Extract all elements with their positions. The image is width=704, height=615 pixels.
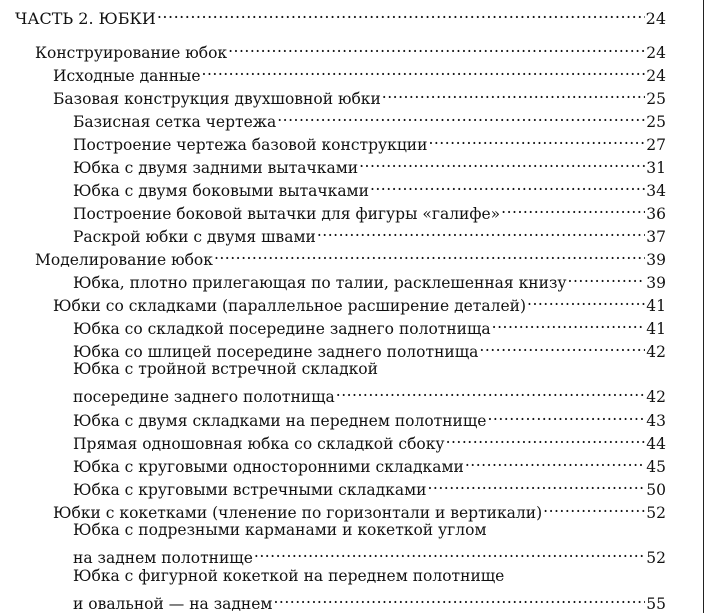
toc-entry-page: 39 [646, 251, 666, 269]
toc-entry-page: 41 [646, 297, 666, 315]
dot-leader [501, 197, 645, 219]
dot-leader [317, 220, 645, 242]
toc-entry-label: посередине заднего полотнища [73, 388, 335, 406]
toc-entry-label: Базовая конструкция двухшовной юбки [53, 90, 381, 108]
toc-entry-page: 25 [646, 90, 666, 108]
toc-entry-page: 52 [646, 549, 666, 567]
toc-entry-label: Юбка с двумя складками на переднем полотнище [73, 412, 487, 430]
toc-entry-page: 27 [646, 136, 666, 154]
dot-leader [465, 450, 645, 472]
toc-entry [0, 174, 666, 200]
dot-leader [543, 496, 645, 518]
dot-leader [254, 541, 645, 563]
toc-entry [0, 473, 666, 499]
toc-entry-page: 41 [646, 320, 666, 338]
toc-entry-page: 52 [646, 504, 666, 522]
dot-leader [446, 427, 646, 449]
dot-leader [157, 2, 645, 24]
toc-entry-page: 50 [646, 481, 666, 499]
toc-entry-label: Юбка, плотно прилегающая по талии, расклешенная книзу [73, 274, 567, 292]
toc-entry-page: 43 [646, 412, 666, 430]
dot-leader [428, 128, 645, 150]
toc-entry-page: 55 [646, 595, 666, 613]
toc-entry-label: Построение чертежа базовой конструкции [73, 136, 428, 154]
toc-entry-label: Моделирование юбок [35, 251, 213, 269]
toc-entry-chapter [0, 2, 666, 28]
toc-entry-label: Раскрой юбки с двумя швами [73, 228, 316, 246]
toc-entry [0, 496, 666, 522]
toc-entry [0, 450, 666, 476]
dot-leader [228, 36, 645, 58]
toc-entry-label: Прямая одношовная юбка со складкой сбоку [73, 435, 445, 453]
toc-entry [0, 128, 666, 154]
toc-entry-page: 42 [646, 343, 666, 361]
dot-leader [214, 243, 645, 265]
dot-leader [492, 312, 646, 334]
toc-entry [0, 220, 666, 246]
toc-entry-label: Юбки с кокетками (членение по горизонтали и вертикали) [53, 504, 543, 522]
toc-entry-page: 39 [646, 274, 666, 292]
toc-entry [0, 289, 666, 315]
toc-entry-label: ЧАСТЬ 2. ЮБКИ [15, 9, 156, 28]
toc-entry [0, 266, 666, 292]
dot-leader [202, 59, 646, 81]
toc-entry-label-line1: Юбка с фигурной кокеткой на переднем полотнище [73, 567, 505, 585]
toc-entry [0, 36, 666, 62]
toc-entry-label: на заднем полотнище [73, 549, 253, 567]
toc-entry [0, 59, 666, 85]
dot-leader [359, 151, 645, 173]
toc-entry-label: Исходные данные [53, 67, 201, 85]
toc-entry-label: Юбки со складками (параллельное расширение деталей) [53, 297, 527, 315]
toc-entry-label: Юбка со шлицей посередине заднего полотнища [73, 343, 479, 361]
toc-entry [0, 565, 666, 613]
toc-entry-label: Базисная сетка чертежа [73, 113, 277, 131]
toc-entry-page: 42 [646, 388, 666, 406]
dot-leader [382, 82, 645, 104]
toc-entry [0, 243, 666, 269]
toc-entry-label-line1: Юбка с подрезными карманами и кокеткой углом [73, 521, 487, 539]
toc-entry-page: 44 [646, 435, 666, 453]
toc-entry [0, 82, 666, 108]
toc-entry-label: Юбка со складкой посередине заднего полотнища [73, 320, 491, 338]
toc-entry-page: 25 [646, 113, 666, 131]
toc-entry [0, 105, 666, 131]
toc-entry-label: Построение боковой вытачки для фигуры «галифе» [73, 205, 501, 223]
toc-entry-label: Юбка с двумя боковыми вытачками [73, 182, 369, 200]
toc-entry [0, 312, 666, 338]
toc-entry [0, 427, 666, 453]
toc-entry [0, 335, 666, 361]
toc-entry-label: Юбка с круговыми односторонними складками [73, 458, 464, 476]
toc-entry-page: 34 [646, 182, 666, 200]
toc-entry-page: 24 [645, 9, 666, 28]
dot-leader [336, 380, 645, 402]
toc-entry [0, 404, 666, 430]
toc-entry [0, 197, 666, 223]
toc-entry-label: Конструирование юбок [35, 44, 228, 62]
toc-entry [0, 358, 666, 406]
toc-entry [0, 151, 666, 177]
dot-leader [427, 473, 645, 495]
toc-entry-label-line1: Юбка с тройной встречной складкой [73, 360, 378, 378]
toc-entry-page: 24 [646, 44, 666, 62]
toc-entry-page: 37 [646, 228, 666, 246]
toc-entry-page: 36 [646, 205, 666, 223]
toc-entry-page: 24 [646, 67, 666, 85]
toc-entry-page: 45 [646, 458, 666, 476]
dot-leader [479, 335, 645, 357]
dot-leader [527, 289, 645, 311]
dot-leader [277, 105, 645, 127]
toc-entry-label: и овальной — на заднем [73, 595, 273, 613]
toc-entry-label: Юбка с двумя задними вытачками [73, 159, 359, 177]
toc-entry-label: Юбка с круговыми встречными складками [73, 481, 427, 499]
dot-leader [487, 404, 645, 426]
toc-entry-page: 31 [646, 159, 666, 177]
toc-entry [0, 519, 666, 567]
dot-leader [370, 174, 645, 196]
dot-leader [568, 266, 646, 288]
dot-leader [274, 587, 646, 609]
